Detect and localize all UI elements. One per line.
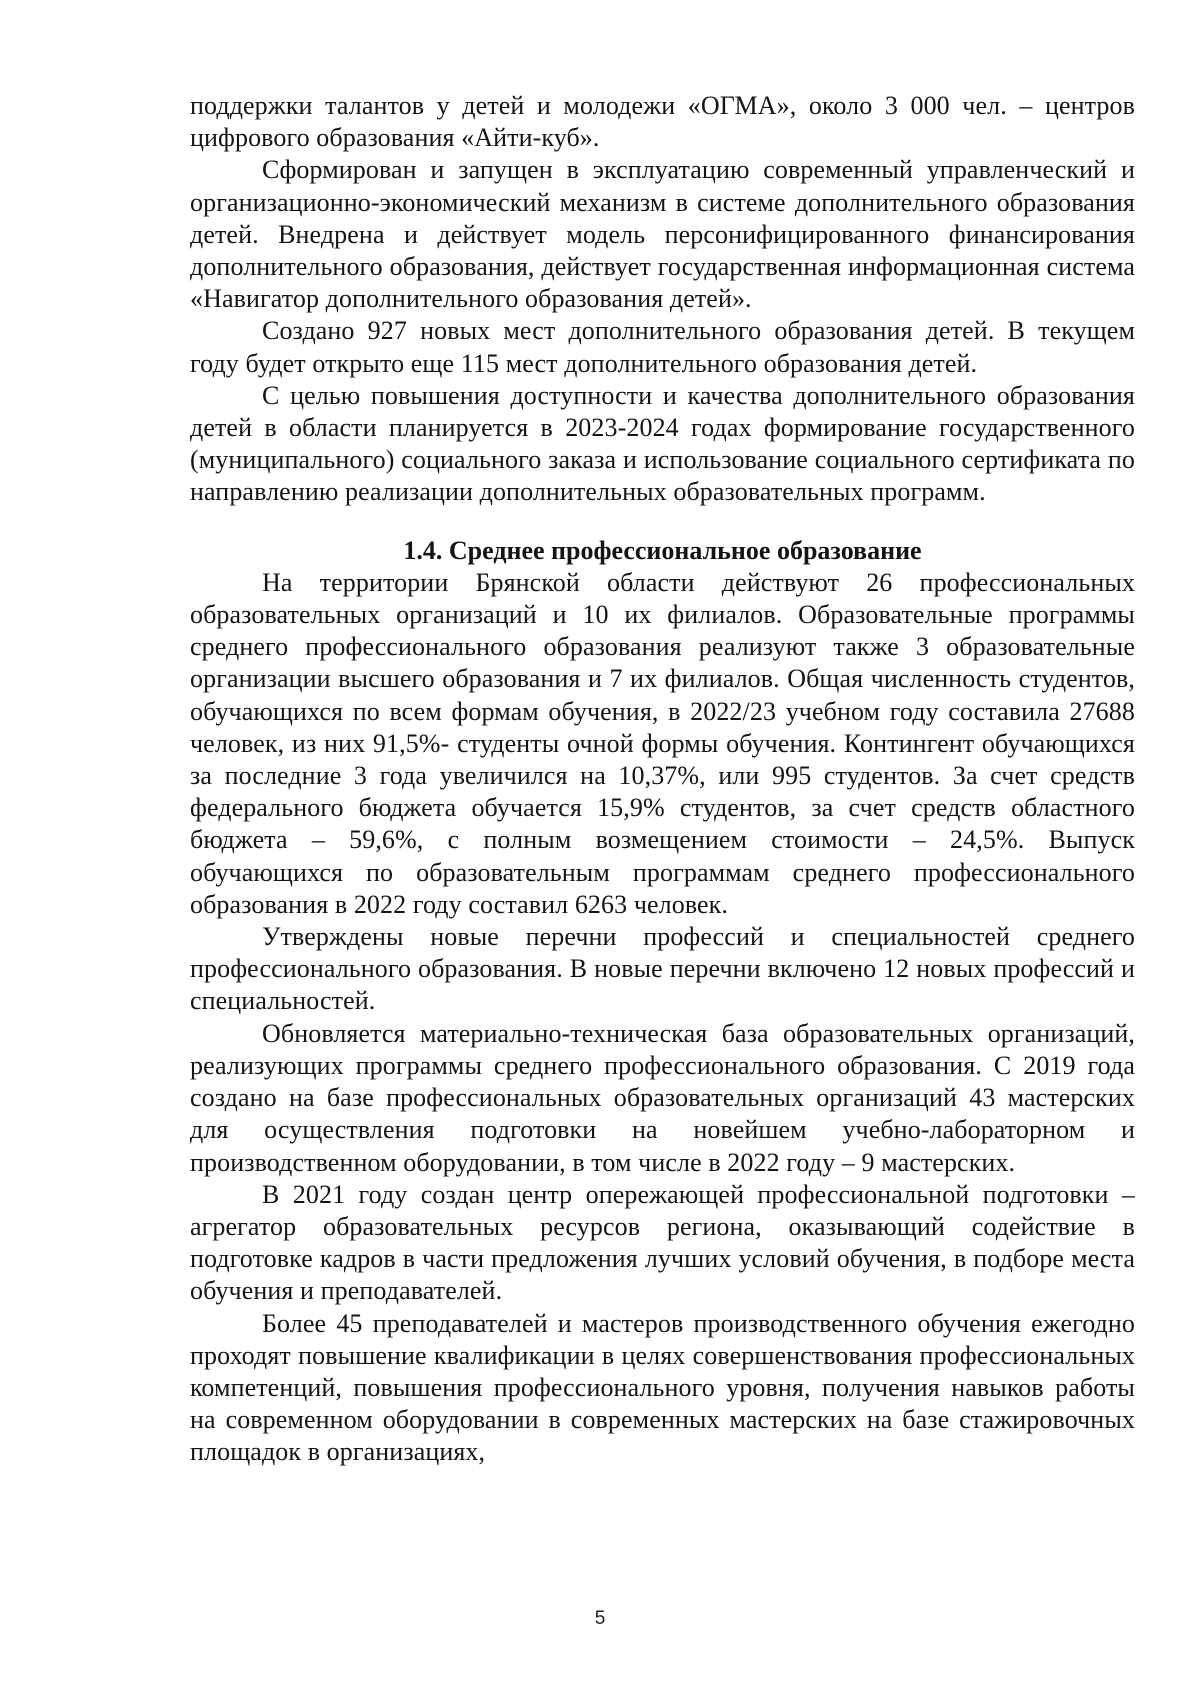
section-heading: 1.4. Среднее профессиональное образование [403, 535, 922, 565]
paragraph-training-center: В 2021 году создан центр опережающей профессиональной подготовки – агрегатор образовательных ресурсов региона, оказывающий содействие в подготовке кадров в части предложения лучших условий обучения, в подборе места обучения и преподавателей. [190, 1179, 1135, 1306]
paragraph-management-mechanism: Сформирован и запущен в эксплуатацию современный управленческий и организационно-экономический механизм в системе дополнительного образования детей. Внедрена и действует модель персонифицированного финансирования дополнительного образования, действует государственная информационная система «Навигатор дополнительного образования детей». [190, 155, 1135, 314]
paragraph-new-places: Создано 927 новых мест дополнительного образования детей. В текущем году будет открыто еще 115 мест дополнительного образования детей. [190, 316, 1135, 378]
paragraph-new-lists: Утверждены новые перечни профессий и специальностей среднего профессионального образования. В новые перечни включено 12 новых профессий и специальностей. [190, 922, 1135, 1016]
paragraph-organizations-stats: На территории Брянской области действуют 26 профессиональных образовательных организаций и 10 их филиалов. Образовательные программы среднего профессионального образования реализуют также 3 образовательные организации высшего образования и 7 их филиалов. Общая численность студентов, обучающихся по всем формам обучения, в 2022/23 учебном году составила 27688 человек, из них 91,5%- студенты очной формы обучения. Контингент обучающихся за последние 3 года увеличился на 10,37%, или 995 студентов. За счет средств федерального бюджета обучается 15,9% студентов, за счет средств областного бюджета – 59,6%, с полным возмещением стоимости – 24,5%. Выпуск обучающихся по образовательным программам среднего профессионального образования в 2022 году составил 6263 человек. [190, 567, 1135, 919]
paragraph-teacher-training: Более 45 преподавателей и мастеров производственного обучения ежегодно проходят повышение квалификации в целях совершенствования профессиональных компетенций, повышения профессионального уровня, получения навыков работы на современном оборудовании в современных мастерских на базе стажировочных площадок в организациях, [190, 1308, 1135, 1467]
paragraph-talents-continuation: поддержки талантов у детей и молодежи «ОГМА», около 3 000 чел. – центров цифрового образования «Айти-куб». [190, 91, 1135, 153]
paragraph-social-order: С целью повышения доступности и качества дополнительного образования детей в области планируется в 2023-2024 годах формирование государственного (муниципального) социального заказа и использование социального сертификата по направлению реализации дополнительных образовательных программ. [190, 380, 1135, 507]
page-number: 5 [594, 1608, 606, 1629]
page-body [190, 90, 1135, 1469]
paragraph-workshops: Обновляется материально-техническая база образовательных организаций, реализующих программы среднего профессионального образования. С 2019 года создано на базе профессиональных образовательных организаций 43 мастерских для осуществления подготовки на новейшем учебно-лабораторном и производственном оборудовании, в том числе в 2022 году – 9 мастерских. [190, 1018, 1135, 1177]
